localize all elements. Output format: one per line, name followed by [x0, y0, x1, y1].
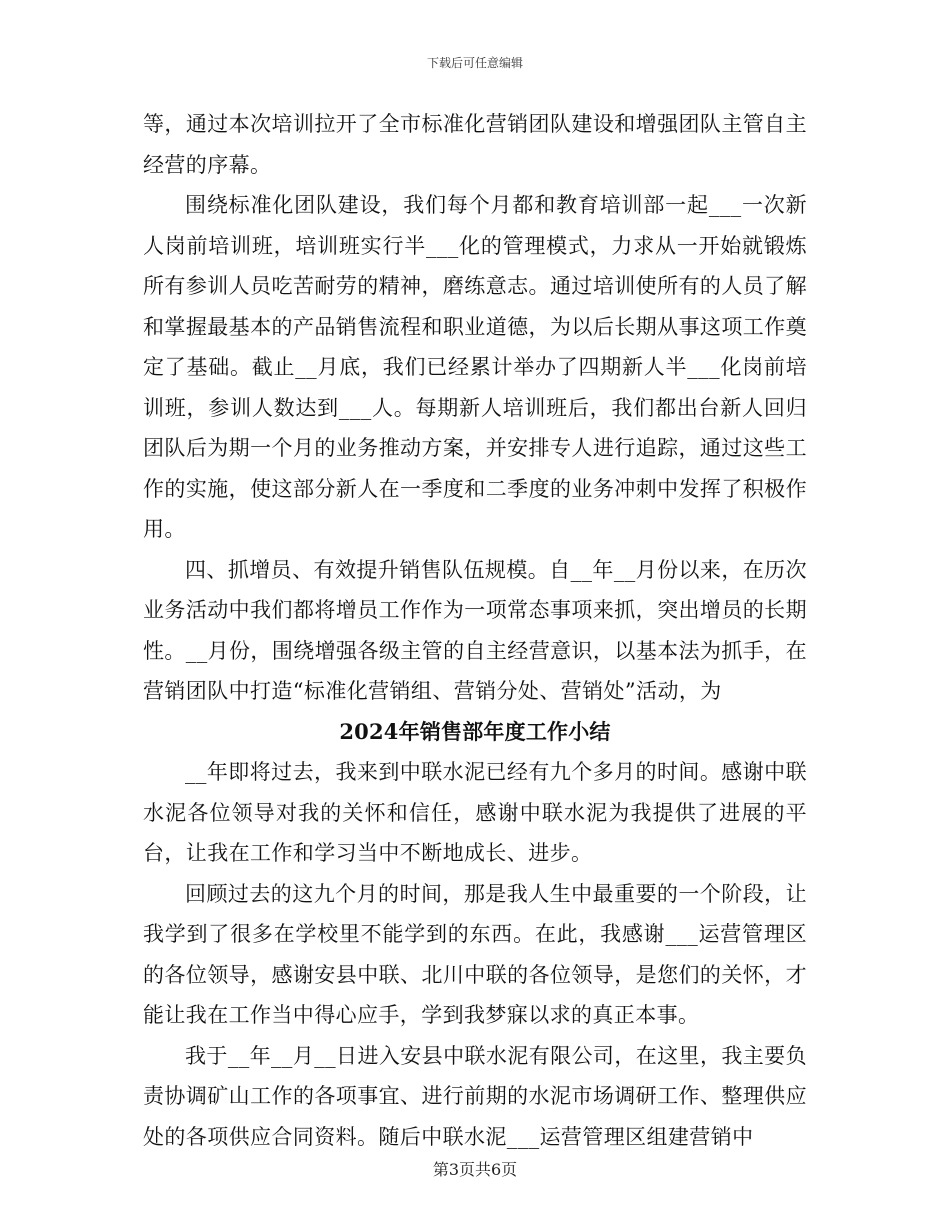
- paragraph: 等，通过本次培训拉开了全市标准化营销团队建设和增强团队主管自主经营的序幕。: [143, 112, 807, 177]
- paragraph: __年即将过去，我来到中联水泥已经有九个多月的时间。感谢中联水泥各位领导对我的关怀和信任，感谢中联水泥为我提供了进展的平台，让我在工作和学习当中不断地成长、进步。: [143, 760, 807, 865]
- paragraph: 回顾过去的这九个月的时间，那是我人生中最重要的一个阶段，让我学到了很多在学校里不能学到的东西。在此，我感谢___运营管理区的各位领导，感谢安县中联、北川中联的各位领导，是您们的关怀，才能让我在工作当中得心应手，学到我梦寐以求的真正本事。: [143, 881, 807, 1027]
- section-title: 2024年销售部年度工作小结: [339, 718, 611, 744]
- paragraph: 围绕标准化团队建设，我们每个月都和教育培训部一起___一次新人岗前培训班，培训班实行半___化的管理模式，力求从一开始就锻炼所有参训人员吃苦耐劳的精神，磨练意志。通过培训使所有的人员了解和掌握最基本的产品销售流程和职业道德，为以后长期从事这项工作奠定了基础。截止__月底，我们已经累计举办了四期新人半___化岗前培训班，参训人数达到___人。每期新人培训班后，我们都出台新人回归团队后为期一个月的业务推动方案，并安排专人进行追踪，通过这些工作的实施，使这部分新人在一季度和二季度的业务冲刺中发挥了积极作用。: [143, 193, 807, 541]
- paragraph: 我于__年__月__日进入安县中联水泥有限公司，在这里，我主要负责协调矿山工作的各项事宜、进行前期的水泥市场调研工作、整理供应处的各项供应合同资料。随后中联水泥___运营管理区组建营销中: [143, 1043, 807, 1149]
- page-header: 下载后可任意编辑: [426, 56, 523, 70]
- paragraph: 四、抓增员、有效提升销售队伍规模。自__年__月份以来，在历次业务活动中我们都将增员工作作为一项常态事项来抓，突出增员的长期性。__月份，围绕增强各级主管的自主经营意识，以基本法为抓手，在营销团队中打造“标准化营销组、营销分处、营销处”活动，为: [143, 557, 807, 703]
- document-body: [143, 104, 807, 1157]
- page-footer: 第3页共6页: [432, 1160, 518, 1179]
